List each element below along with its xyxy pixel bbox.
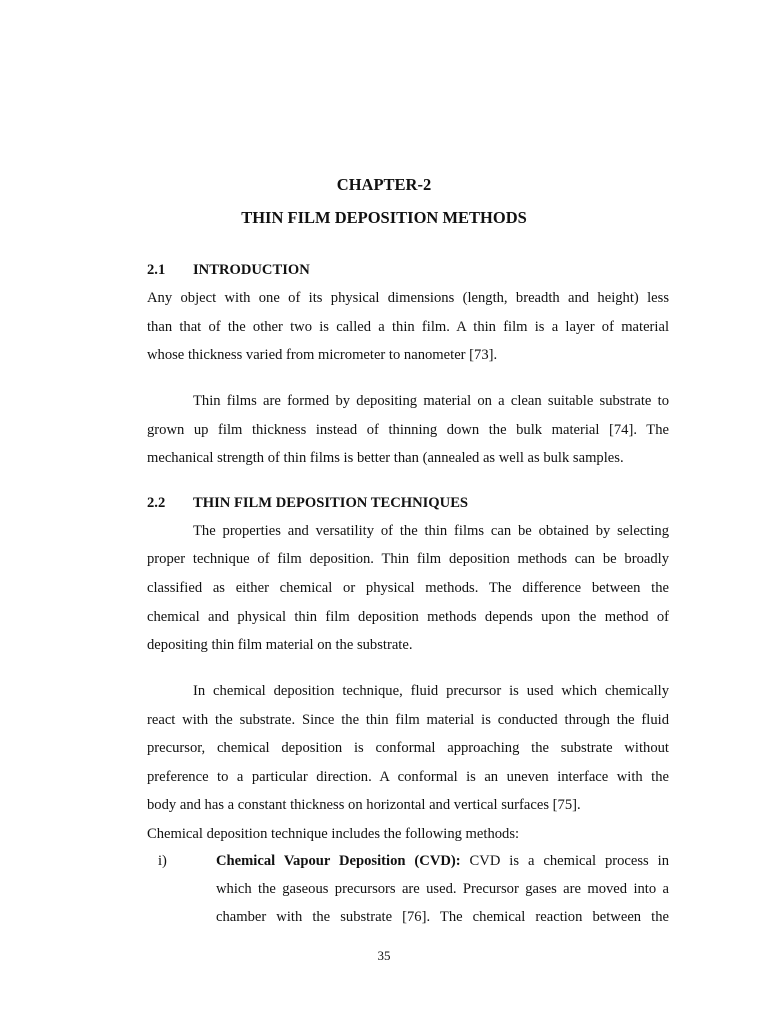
paragraph-line: precursor, chemical deposition is conformal approaching the substrate without: [147, 740, 669, 756]
list-item-line: which the gaseous precursors are used. Precursor gases are moved into a: [216, 881, 669, 897]
section-heading-2-1: [147, 262, 667, 279]
chapter-label: CHAPTER-2: [336, 175, 432, 194]
section-title: THIN FILM DEPOSITION TECHNIQUES: [193, 495, 469, 511]
paragraph-line: Any object with one of its physical dimensions (length, breadth and height) less: [147, 290, 669, 306]
paragraph-line: mechanical strength of thin films is better than (annealed as well as bulk samples.: [147, 450, 624, 466]
paragraph-line: Chemical deposition technique includes the following methods:: [147, 826, 520, 842]
list-item-term: Chemical Vapour Deposition (CVD):: [216, 853, 461, 869]
list-item-text: CVD is a chemical process in: [460, 853, 669, 869]
paragraph-line: In chemical deposition technique, fluid precursor is used which chemically: [193, 683, 669, 699]
paragraph-line: whose thickness varied from micrometer to nanometer [73].: [147, 347, 498, 363]
paragraph-line: The properties and versatility of the thin films can be obtained by selecting: [193, 523, 669, 539]
paragraph-line: grown up film thickness instead of thinning down the bulk material [74]. The: [147, 422, 669, 438]
paragraph-line: preference to a particular direction. A conformal is an uneven interface with the: [147, 769, 669, 785]
section-number: 2.1: [147, 262, 166, 278]
paragraph-line: chemical and physical thin film deposition methods depends upon the method of: [147, 609, 669, 625]
section-heading-2-2: [147, 495, 667, 512]
chapter-title: THIN FILM DEPOSITION METHODS: [241, 208, 527, 227]
section-title: INTRODUCTION: [193, 262, 310, 278]
list-item-line: chamber with the substrate [76]. The chemical reaction between the: [216, 909, 669, 925]
paragraph-line: proper technique of film deposition. Thin film deposition methods can be broadly: [147, 551, 669, 567]
page-number: 35: [377, 948, 391, 963]
paragraph-line: body and has a constant thickness on horizontal and vertical surfaces [75].: [147, 797, 581, 813]
section-number: 2.2: [147, 495, 166, 511]
paragraph-line: react with the substrate. Since the thin film material is conducted through the fluid: [147, 712, 669, 728]
paragraph-line: than that of the other two is called a thin film. A thin film is a layer of material: [147, 319, 669, 335]
list-marker: i): [158, 853, 167, 869]
paragraph-line: Thin films are formed by depositing material on a clean suitable substrate to: [193, 393, 669, 409]
list-item-line: [216, 853, 669, 870]
paragraph-line: classified as either chemical or physical methods. The difference between the: [147, 580, 669, 596]
paragraph-line: depositing thin film material on the substrate.: [147, 637, 413, 653]
